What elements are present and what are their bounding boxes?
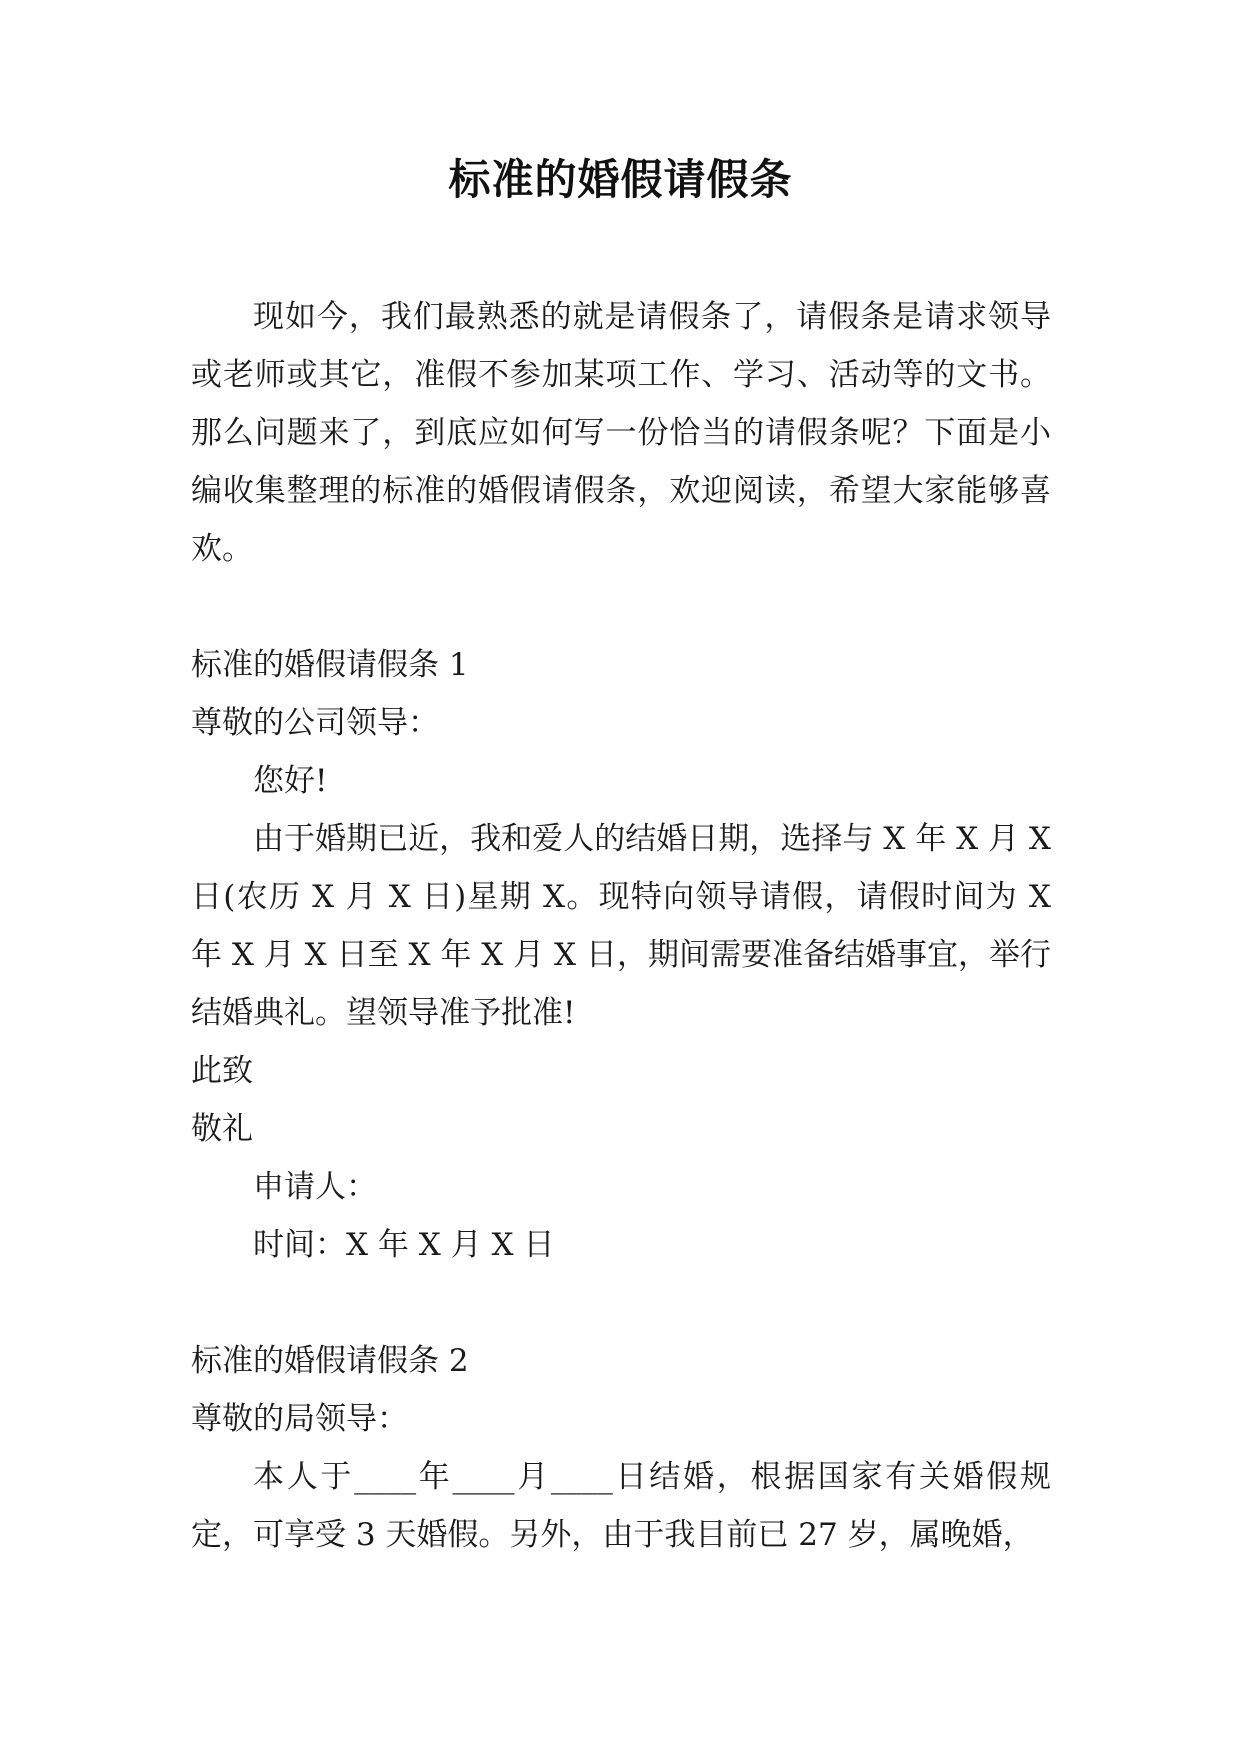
section-2-salutation: 尊敬的局领导： [191, 1401, 408, 1437]
section-1-closing-2: 敬礼 [191, 1111, 253, 1147]
section-1-applicant: 申请人： [253, 1169, 377, 1205]
section-1-heading: 标准的婚假请假条 1 [191, 647, 469, 683]
section-1-body: 由于婚期已近，我和爱人的结婚日期，选择与 X 年 X 月 X 日(农历 X 月 X 日)星期 X。现特向领导请假，请假时间为 X 年 X 月 X 日至 X 年 X 月 X 日，期间需要准备结婚事宜，举行结婚典礼。望领导准予批准! [191, 821, 1051, 1031]
section-2-heading: 标准的婚假请假条 2 [191, 1343, 469, 1379]
section-2-body: 本人于____年____月____日结婚，根据国家有关婚假规定，可享受 3 天婚假。另外，由于我目前已 27 岁，属晚婚， [191, 1459, 1051, 1553]
section-1-greeting: 您好! [253, 763, 328, 799]
section-1-salutation: 尊敬的公司领导： [191, 705, 439, 741]
section-1-closing-1: 此致 [191, 1053, 253, 1089]
section-1-date: 时间：X 年 X 月 X 日 [253, 1227, 555, 1263]
document-body [191, 288, 1051, 1564]
intro-paragraph: 现如今，我们最熟悉的就是请假条了，请假条是请求领导或老师或其它，准假不参加某项工作、学习、活动等的文书。那么问题来了，到底应如何写一份恰当的请假条呢？下面是小编收集整理的标准的婚假请假条，欢迎阅读，希望大家能够喜欢。 [191, 299, 1051, 567]
document-title: 标准的婚假请假条 [448, 155, 793, 204]
